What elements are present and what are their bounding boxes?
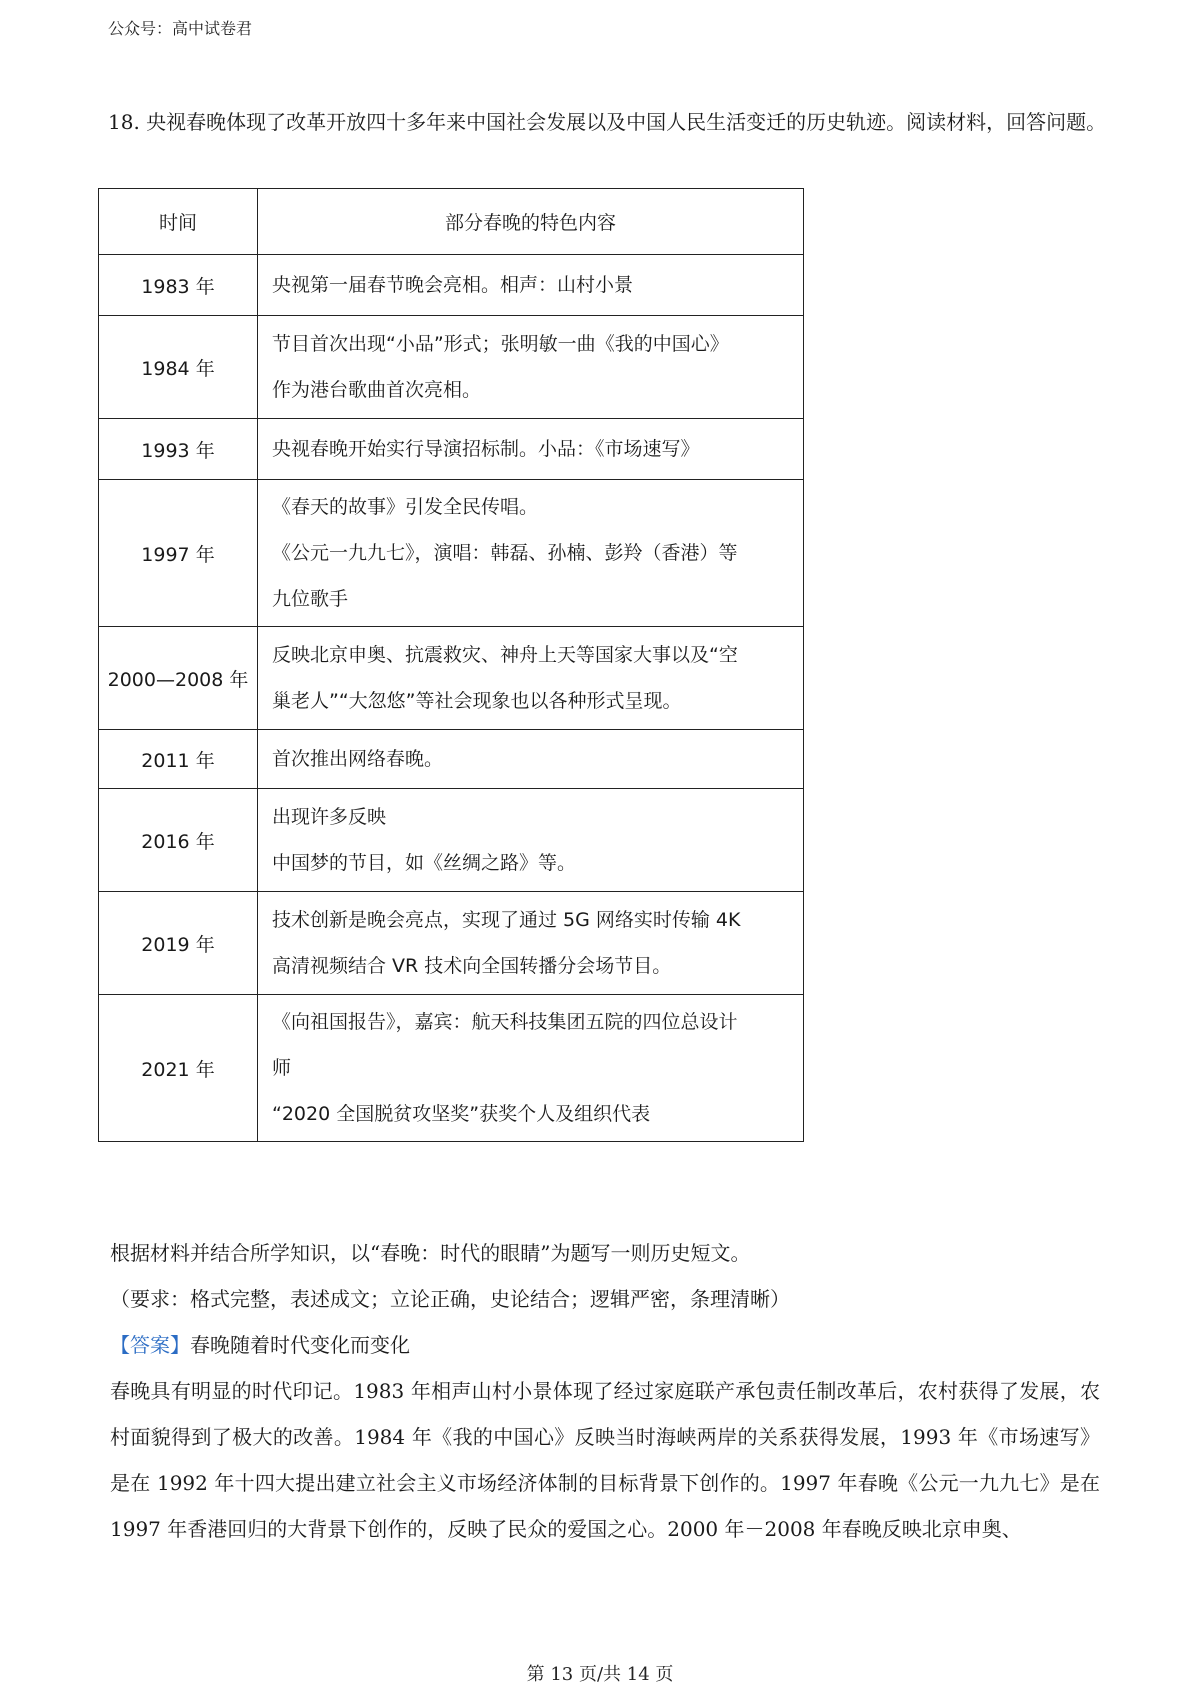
table-row (99, 316, 804, 419)
row-time: 1997 年 (99, 480, 258, 627)
header-source: 公众号：高中试卷君 (108, 19, 253, 38)
row-content (258, 419, 804, 480)
row-content (258, 627, 804, 730)
table-row (99, 255, 804, 316)
table-row (99, 419, 804, 480)
row-content (258, 255, 804, 316)
row-content (258, 789, 804, 892)
table-row (99, 480, 804, 627)
answer-block (110, 1322, 1100, 1552)
content-line: 出现许多反映 (272, 806, 387, 828)
question-text: 18. 央视春晚体现了改革开放四十多年来中国社会发展以及中国人民生活变迁的历史轨迹。阅读材料，回答问题。 (108, 110, 1107, 134)
table-row (99, 892, 804, 995)
row-time: 1993 年 (99, 419, 258, 480)
content-line: 师 (272, 1057, 292, 1079)
table-row (99, 995, 804, 1142)
content-line: 作为港台歌曲首次亮相。 (272, 379, 482, 401)
content-line: “2020 全国脱贫攻坚奖”获奖个人及组织代表 (272, 1103, 651, 1125)
row-time: 2021 年 (99, 995, 258, 1142)
row-time: 2019 年 (99, 892, 258, 995)
page-number: 第 13 页/共 14 页 (526, 1664, 674, 1685)
content-line: 央视春晚开始实行导演招标制。小品：《市场速写》 (272, 438, 700, 460)
row-time: 1983 年 (99, 255, 258, 316)
content-line: 技术创新是晚会亮点，实现了通过 5G 网络实时传输 4K (272, 909, 741, 931)
content-line: 首次推出网络春晚。 (272, 748, 444, 770)
header-time: 时间 (99, 189, 258, 255)
content-line: 中国梦的节目，如《丝绸之路》等。 (272, 852, 577, 874)
content-line: 《向祖国报告》，嘉宾：航天科技集团五院的四位总设计 (272, 1011, 738, 1033)
answer-heading (110, 1322, 1100, 1368)
table-header-row (99, 189, 804, 255)
content-line: 巢老人”“大忽悠”等社会现象也以各种形式呈现。 (272, 690, 682, 712)
table-row (99, 789, 804, 892)
row-time: 2016 年 (99, 789, 258, 892)
header-content: 部分春晚的特色内容 (258, 189, 804, 255)
answer-body: 春晚具有明显的时代印记。1983 年相声山村小景体现了经过家庭联产承包责任制改革后，农村获得了发展，农村面貌得到了极大的改善。1984 年《我的中国心》反映当时海峡两岸的关系获得发展，1993 年《市场速写》是在 1992 年十四大提出建立社会主义市场经济体制的目标背景下创作的。1997 年春晚《公元一九九七》是在 1997 年香港回归的大背景下创作的，反映了民众的爱国之心。2000 年－2008 年春晚反映北京申奥、 (110, 1379, 1100, 1541)
row-content (258, 730, 804, 789)
row-time: 1984 年 (99, 316, 258, 419)
row-time: 2000—2008 年 (99, 627, 258, 730)
materials-table (98, 188, 804, 1142)
row-content (258, 892, 804, 995)
content-line: 高清视频结合 VR 技术向全国转播分会场节目。 (272, 955, 672, 977)
content-line: 九位歌手 (272, 588, 349, 610)
row-time: 2011 年 (99, 730, 258, 789)
row-content (258, 316, 804, 419)
table-row (99, 627, 804, 730)
content-line: 央视第一届春节晚会亮相。相声：山村小景 (272, 274, 634, 296)
content-line: 节目首次出现“小品”形式；张明敏一曲《我的中国心》 (272, 333, 729, 355)
content-line: 反映北京申奥、抗震救灾、神舟上天等国家大事以及“空 (272, 644, 738, 666)
prompt (110, 1230, 1110, 1322)
table-row (99, 730, 804, 789)
content-line: 《公元一九九七》，演唱：韩磊、孙楠、彭羚（香港）等 (272, 542, 738, 564)
row-content (258, 480, 804, 627)
prompt-requirements: （要求：格式完整，表述成文；立论正确，史论结合；逻辑严密，条理清晰） (110, 1287, 790, 1311)
prompt-instruction: 根据材料并结合所学知识，以“春晚：时代的眼睛”为题写一则历史短文。 (110, 1241, 751, 1265)
content-line: 《春天的故事》引发全民传唱。 (272, 496, 539, 518)
answer-tag: 【答案】 (110, 1333, 190, 1357)
answer-title: 春晚随着时代变化而变化 (190, 1333, 410, 1357)
row-content (258, 995, 804, 1142)
